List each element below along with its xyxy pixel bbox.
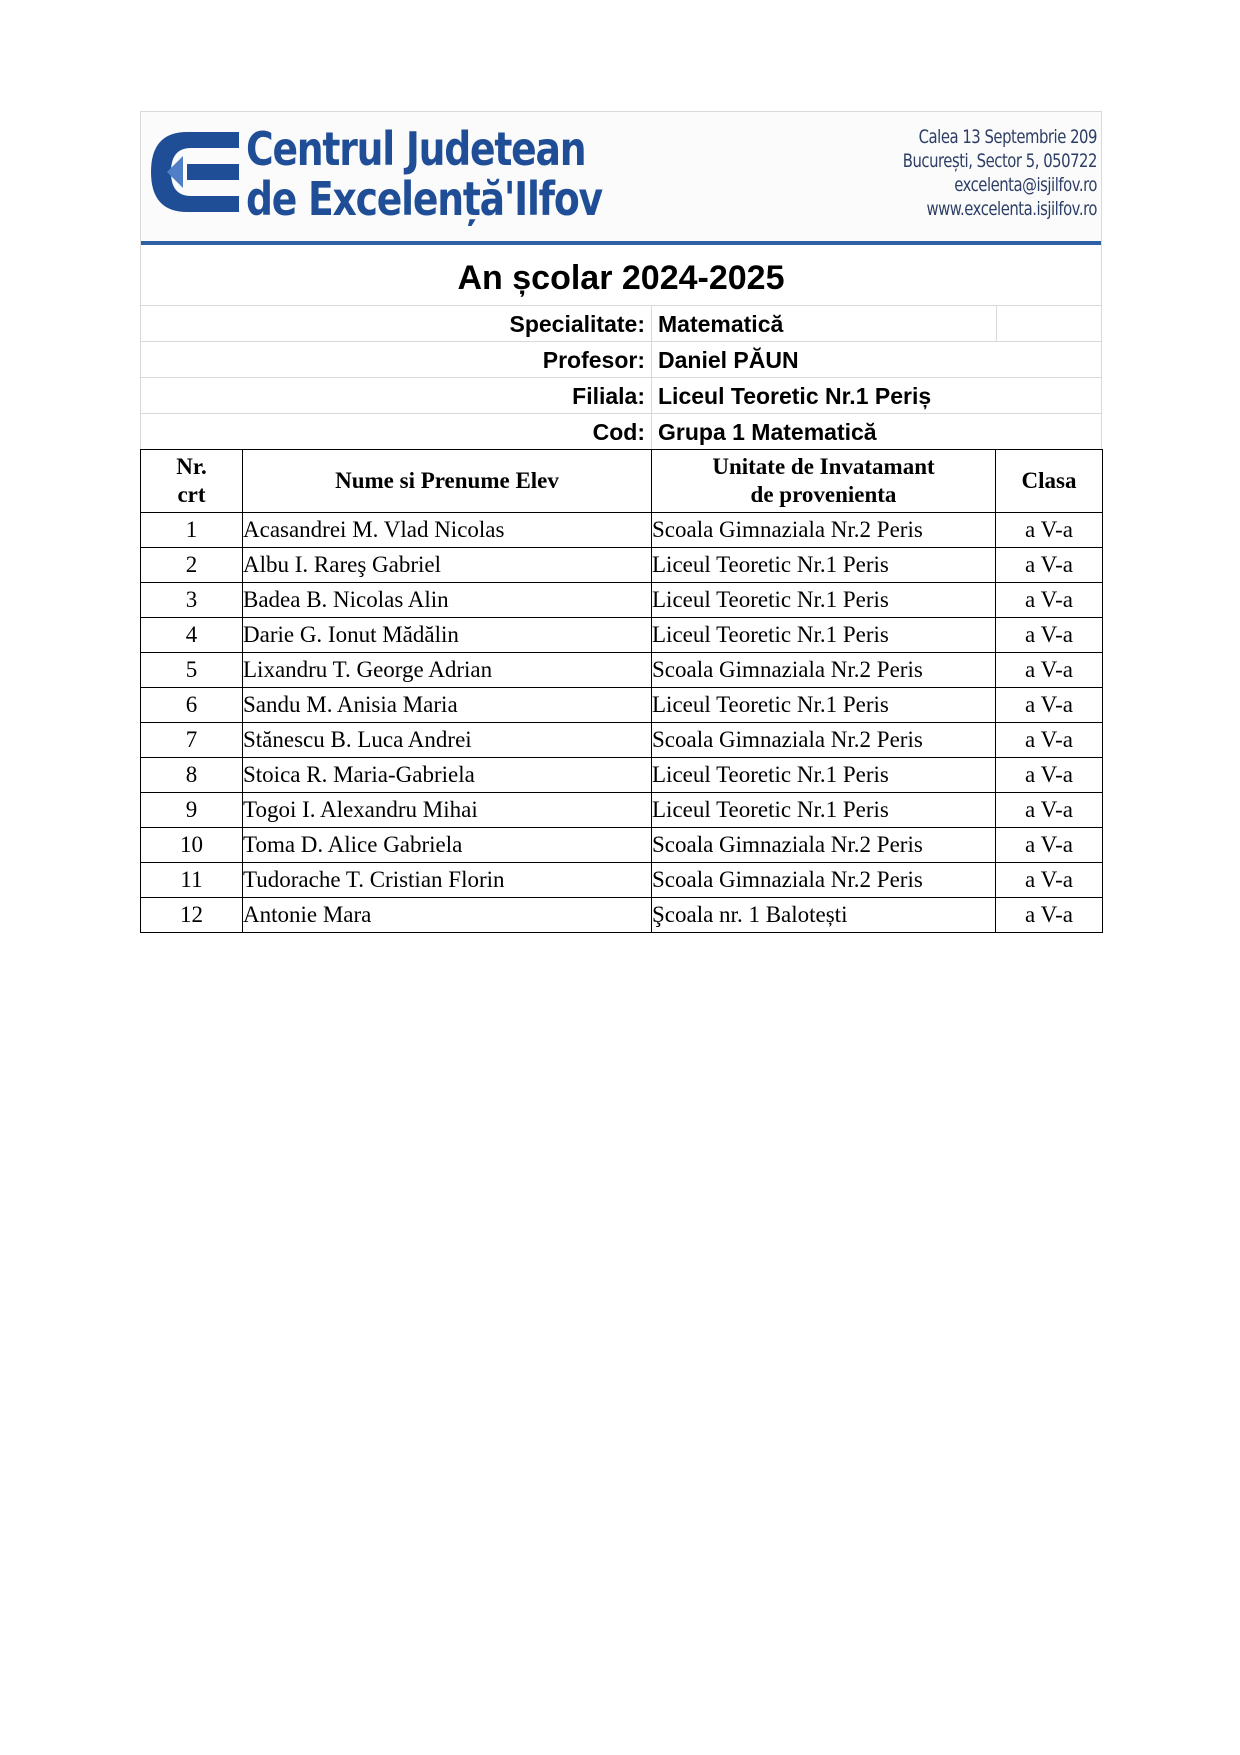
school-name: Scoala Gimnaziala Nr.2 Peris xyxy=(652,863,996,898)
header-school-line1: Unitate de Invatamant xyxy=(712,454,935,479)
header-school xyxy=(652,450,996,513)
row-number: 5 xyxy=(141,653,243,688)
row-number: 11 xyxy=(141,863,243,898)
school-name: Liceul Teoretic Nr.1 Peris xyxy=(652,793,996,828)
class-name: a V-a xyxy=(996,863,1103,898)
student-name: Stănescu B. Luca Andrei xyxy=(243,723,652,758)
contact-block xyxy=(903,125,1097,221)
header-nr-line1: Nr. xyxy=(176,454,207,479)
row-number: 12 xyxy=(141,898,243,933)
profesor-value: Daniel PĂUN xyxy=(658,347,799,373)
row-number: 10 xyxy=(141,828,243,863)
student-name: Badea B. Nicolas Alin xyxy=(243,583,652,618)
school-name: Liceul Teoretic Nr.1 Peris xyxy=(652,548,996,583)
info-row-filiala xyxy=(141,378,1101,414)
table-row xyxy=(141,688,1103,723)
table-row xyxy=(141,723,1103,758)
class-name: a V-a xyxy=(996,898,1103,933)
logo-wordmark xyxy=(246,124,602,224)
header-nr-crt xyxy=(141,450,243,513)
specialitate-label: Specialitate: xyxy=(141,306,652,341)
table-row xyxy=(141,828,1103,863)
header-student-name: Nume si Prenume Elev xyxy=(243,450,652,513)
header-banner xyxy=(140,111,1102,245)
student-name: Antonie Mara xyxy=(243,898,652,933)
row-number: 2 xyxy=(141,548,243,583)
empty-cell xyxy=(996,306,1101,341)
logo-line-2: de Excelență'Ilfov xyxy=(246,172,602,226)
contact-city: București, Sector 5, 050722 xyxy=(902,150,1097,172)
student-name: Albu I. Rareş Gabriel xyxy=(243,548,652,583)
class-name: a V-a xyxy=(996,583,1103,618)
document-sheet xyxy=(140,111,1102,933)
school-name: Liceul Teoretic Nr.1 Peris xyxy=(652,758,996,793)
class-name: a V-a xyxy=(996,723,1103,758)
filiala-value: Liceul Teoretic Nr.1 Periș xyxy=(658,383,932,409)
school-name: Şcoala nr. 1 Balotești xyxy=(652,898,996,933)
student-name: Togoi I. Alexandru Mihai xyxy=(243,793,652,828)
class-name: a V-a xyxy=(996,548,1103,583)
contact-website: www.excelenta.isjilfov.ro xyxy=(926,198,1097,220)
school-name: Liceul Teoretic Nr.1 Peris xyxy=(652,583,996,618)
school-name: Scoala Gimnaziala Nr.2 Peris xyxy=(652,828,996,863)
logo-line-1: Centrul Judetean xyxy=(246,122,586,176)
class-name: a V-a xyxy=(996,793,1103,828)
row-number: 7 xyxy=(141,723,243,758)
info-row-specialitate xyxy=(141,306,1101,342)
cod-value: Grupa 1 Matematică xyxy=(658,419,877,445)
table-row xyxy=(141,548,1103,583)
school-name: Scoala Gimnaziala Nr.2 Peris xyxy=(652,653,996,688)
student-name: Lixandru T. George Adrian xyxy=(243,653,652,688)
table-row xyxy=(141,618,1103,653)
row-number: 9 xyxy=(141,793,243,828)
table-row xyxy=(141,758,1103,793)
class-name: a V-a xyxy=(996,513,1103,548)
table-row xyxy=(141,898,1103,933)
student-name: Sandu M. Anisia Maria xyxy=(243,688,652,723)
header-class: Clasa xyxy=(996,450,1103,513)
filiala-label: Filiala: xyxy=(141,378,652,413)
info-row-profesor xyxy=(141,342,1101,378)
row-number: 8 xyxy=(141,758,243,793)
row-number: 3 xyxy=(141,583,243,618)
school-name: Liceul Teoretic Nr.1 Peris xyxy=(652,688,996,723)
profesor-label: Profesor: xyxy=(141,342,652,377)
logo-icon xyxy=(147,126,239,218)
specialitate-value: Matematică xyxy=(658,311,784,337)
school-name: Scoala Gimnaziala Nr.2 Peris xyxy=(652,513,996,548)
student-name: Darie G. Ionut Mădălin xyxy=(243,618,652,653)
table-row xyxy=(141,653,1103,688)
table-row xyxy=(141,583,1103,618)
class-name: a V-a xyxy=(996,618,1103,653)
contact-address: Calea 13 Septembrie 209 xyxy=(918,126,1097,148)
row-number: 4 xyxy=(141,618,243,653)
student-name: Stoica R. Maria-Gabriela xyxy=(243,758,652,793)
info-row-cod xyxy=(141,414,1101,449)
school-name: Liceul Teoretic Nr.1 Peris xyxy=(652,618,996,653)
school-year-title: An școlar 2024-2025 xyxy=(141,245,1101,306)
student-name: Tudorache T. Cristian Florin xyxy=(243,863,652,898)
student-name: Toma D. Alice Gabriela xyxy=(243,828,652,863)
contact-email: excelenta@isjilfov.ro xyxy=(954,174,1097,196)
header-nr-line2: crt xyxy=(177,482,206,507)
students-table xyxy=(140,449,1103,933)
info-block xyxy=(140,245,1102,449)
row-number: 6 xyxy=(141,688,243,723)
banner-divider xyxy=(141,241,1101,245)
row-number: 1 xyxy=(141,513,243,548)
class-name: a V-a xyxy=(996,688,1103,723)
table-row xyxy=(141,863,1103,898)
cod-label: Cod: xyxy=(141,414,652,449)
class-name: a V-a xyxy=(996,758,1103,793)
class-name: a V-a xyxy=(996,653,1103,688)
student-name: Acasandrei M. Vlad Nicolas xyxy=(243,513,652,548)
table-row xyxy=(141,513,1103,548)
school-name: Scoala Gimnaziala Nr.2 Peris xyxy=(652,723,996,758)
class-name: a V-a xyxy=(996,828,1103,863)
table-header-row xyxy=(141,450,1103,513)
header-school-line2: de provenienta xyxy=(750,482,897,507)
table-row xyxy=(141,793,1103,828)
